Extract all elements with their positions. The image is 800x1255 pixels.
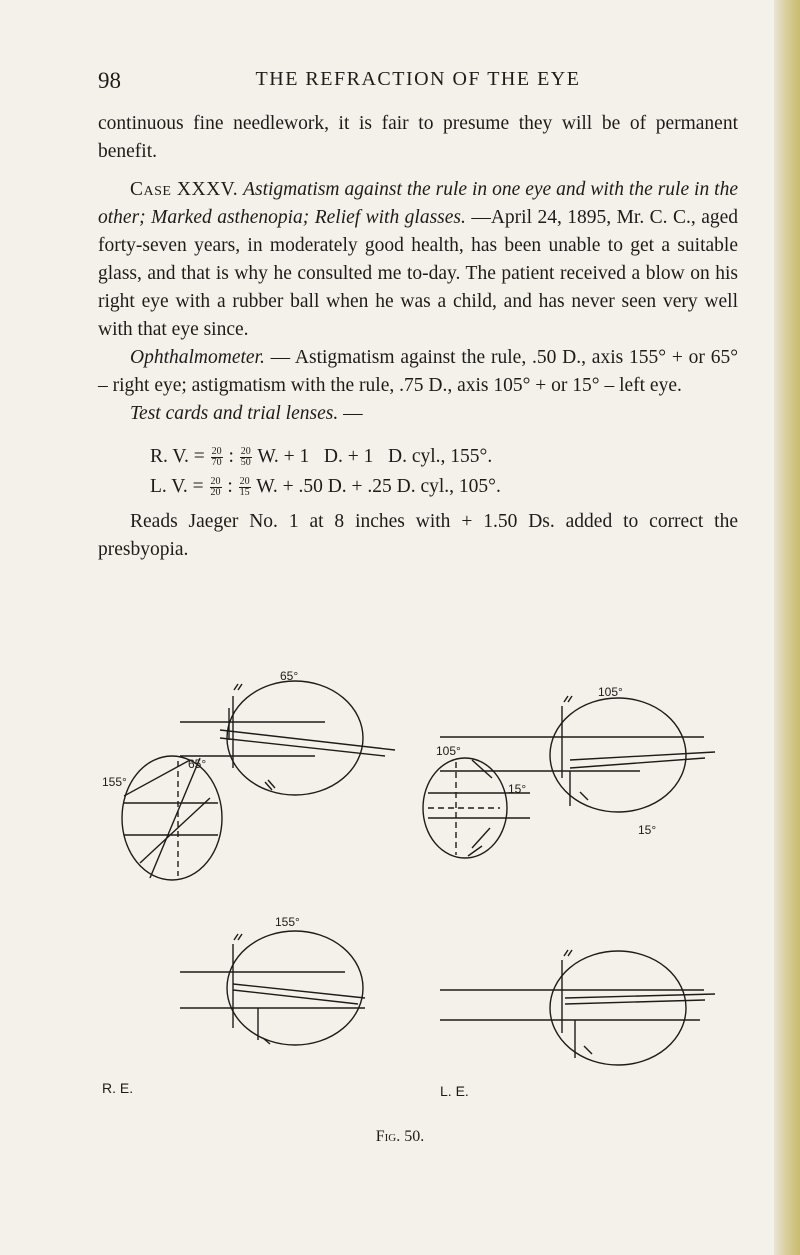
re-mid-axis [150,758,200,878]
re-top-hatch [238,684,242,690]
page-number: 98 [98,68,121,93]
le-top-hatch [564,696,568,702]
formula-l-prefix: L. V. = [150,476,204,497]
figure-50-diagram [100,668,740,1128]
re-top-axis-line [220,738,385,756]
re-bot-hatch [234,934,238,940]
right-eye-figure [122,681,395,1045]
ophthalmometer-label: Ophthalmometer. [130,347,265,368]
re-bot-ellipse [227,931,363,1045]
le-top-hatch [568,696,572,702]
formula-block [98,442,738,502]
figure-caption: Fig. 50. [375,1128,425,1145]
re-bot-axis-line [233,990,358,1004]
page-edge [774,0,800,1255]
le-mid-diag [472,828,490,848]
case-title: Astigmatism against the rule in one eye and with the rule in the other; Marked asthenopia; Relief with glasses. [98,179,739,228]
re-mid-axis-label-b: 155° [102,775,127,789]
paragraph-continuation: continuous fine needlework, it is fair to presume they will be of permanent benefit. [98,113,738,162]
re-top-hatch [234,684,238,690]
paragraph-case [98,176,738,344]
le-mid-axis-label-a: 105° [436,744,461,758]
paragraph-reads: Reads Jaeger No. 1 at 8 inches with + 1.50 Ds. added to correct the presbyopia. [98,511,738,560]
le-bot-ellipse [550,951,686,1065]
fraction-r-va: $\frac{20}{70}$ [211,446,222,469]
le-bot-hatch-b [584,1046,592,1054]
le-top-axis-label: 105° [598,685,623,699]
re-mid-ellipse [122,756,222,880]
fraction-r-w: $\frac{20}{50}$ [240,446,251,469]
formula-right-eye: R. V. = $\frac{20}{70}$ : $\frac{20}{50}$ W. + 1 D. + 1 D. cyl., 155°. [150,446,493,469]
le-mid-ellipse [423,758,507,858]
le-bottom-hatch [580,792,588,800]
test-cards-dash: — [343,403,363,424]
le-bot-axis-label: 15° [638,823,657,837]
paragraph-test-cards [98,400,738,428]
case-label: Case XXXV. [130,179,239,200]
ophthalmometer-text: — Astigmatism against the rule, .50 D., axis 155° + or 65° – right eye; astigmatism with the rule, .75 D., axis 105° + or 15° – left eye. [98,347,738,396]
le-bot-hatch [564,950,568,956]
figure-labels [102,669,656,1099]
formula-l-rest: W. + .50 D. + .25 D. cyl., 105°. [256,476,501,497]
body-text [98,110,738,564]
test-cards-label: Test cards and trial lenses. [130,403,339,424]
paragraph-ophthalmometer [98,344,738,400]
re-bot-hatch [238,934,242,940]
re-top-axis-label: 65° [280,669,299,683]
formula-left-eye: L. V. = $\frac{20}{20}$ : $\frac{20}{15}$ W. + .50 D. + .25 D. cyl., 105°. [150,476,501,499]
fraction-l-va: $\frac{20}{20}$ [210,476,221,499]
le-bot-axis-line [565,1000,705,1004]
re-bot-axis-label: 155° [275,915,300,929]
case-text: —April 24, 1895, Mr. C. C., aged forty-seven years, in moderately good health, has been unable to get a suitable glass, and that is why he consulted me to-day. The patient received a blow on his right eye with a rubber ball when he was a child, and has never seen very well with that eye since. [98,207,739,340]
left-eye-figure [423,696,715,1065]
re-bot-axis-line [233,984,365,998]
re-mid-axis-2 [140,798,210,863]
formula-r-prefix: R. V. = [150,446,205,467]
le-mid-axis-label-b: 15° [508,782,527,796]
fraction-l-w: $\frac{20}{15}$ [239,476,250,499]
re-mid-axis-label-a: 65° [188,757,207,771]
le-bot-axis-line [565,994,715,998]
le-bot-hatch [568,950,572,956]
running-head: THE REFRACTION OF THE EYE [255,68,581,90]
re-eye-label: R. E. [102,1080,134,1096]
formula-r-rest: W. + 1 D. + 1 D. cyl., 155°. [257,446,493,467]
le-eye-label: L. E. [440,1083,469,1099]
page-header [98,68,738,100]
